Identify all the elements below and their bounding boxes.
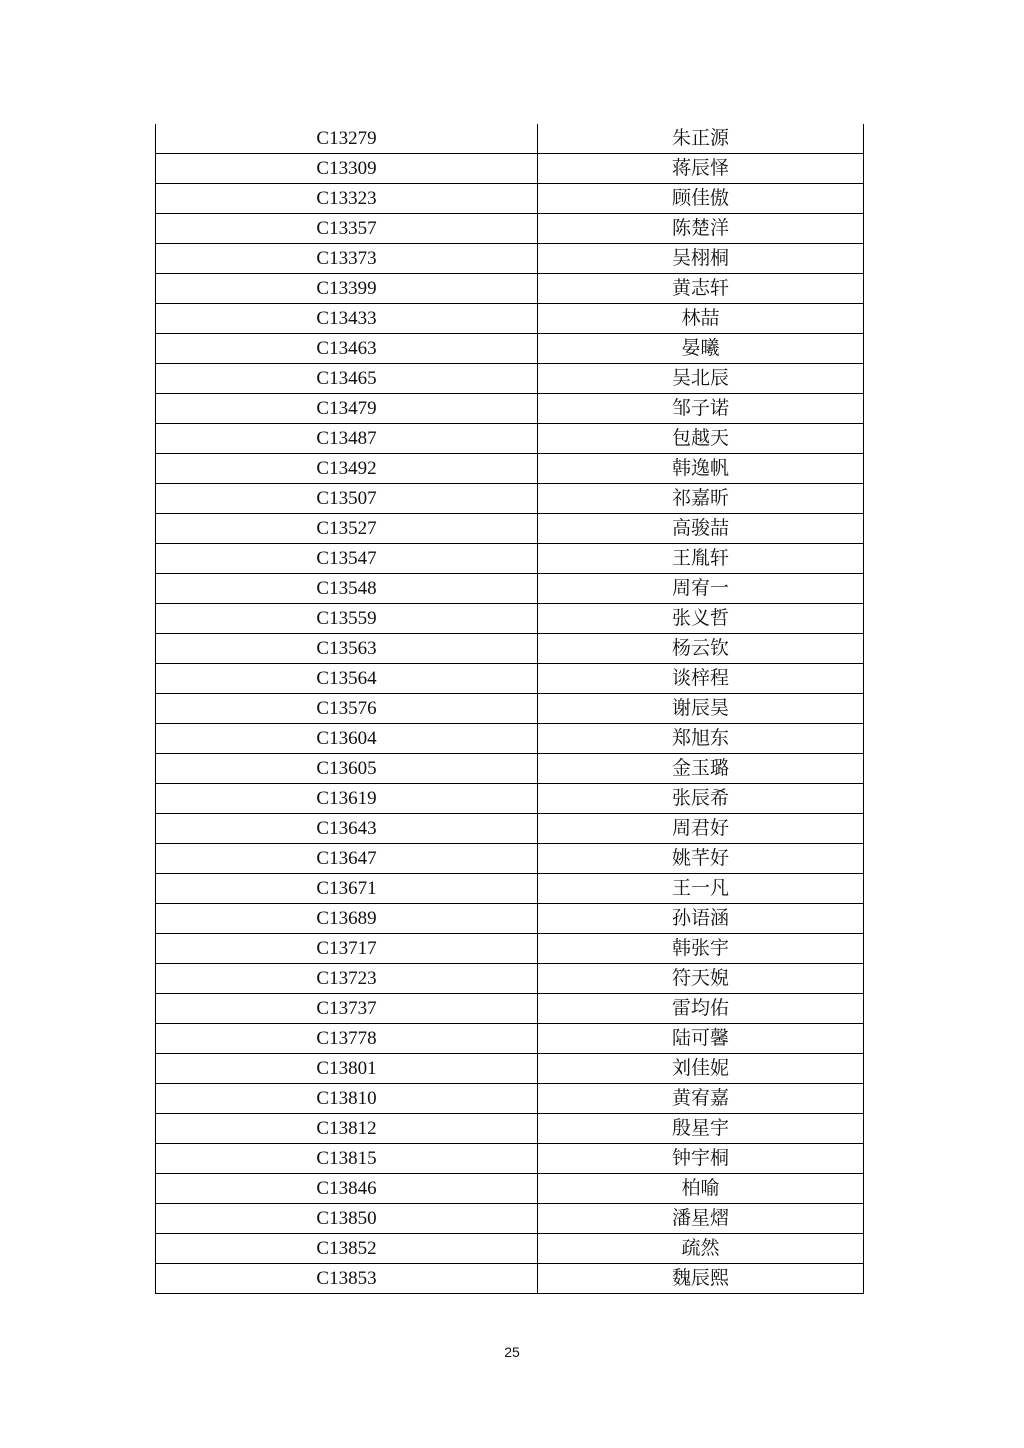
table-row (156, 1024, 864, 1054)
candidate-name-cell: 柏喻 (538, 1174, 864, 1204)
candidate-id-cell: C13812 (156, 1114, 538, 1144)
candidate-name-cell: 韩张宇 (538, 934, 864, 964)
table-row (156, 334, 864, 364)
candidate-name-cell: 金玉璐 (538, 754, 864, 784)
candidate-id-cell: C13309 (156, 154, 538, 184)
table-row (156, 784, 864, 814)
roster-table (155, 124, 864, 1294)
table-row (156, 1174, 864, 1204)
table-row (156, 454, 864, 484)
candidate-id-cell: C13647 (156, 844, 538, 874)
table-row (156, 304, 864, 334)
table-row (156, 274, 864, 304)
table-row (156, 154, 864, 184)
candidate-id-cell: C13619 (156, 784, 538, 814)
candidate-id-cell: C13548 (156, 574, 538, 604)
table-row (156, 1234, 864, 1264)
roster-table-body (156, 124, 864, 1294)
candidate-id-cell: C13671 (156, 874, 538, 904)
candidate-id-cell: C13465 (156, 364, 538, 394)
candidate-id-cell: C13373 (156, 244, 538, 274)
candidate-name-cell: 黄志轩 (538, 274, 864, 304)
table-row (156, 754, 864, 784)
table-row (156, 244, 864, 274)
candidate-id-cell: C13850 (156, 1204, 538, 1234)
candidate-name-cell: 陆可馨 (538, 1024, 864, 1054)
candidate-id-cell: C13563 (156, 634, 538, 664)
table-row (156, 574, 864, 604)
page-number: 25 (504, 1344, 520, 1360)
candidate-name-cell: 朱正源 (538, 124, 864, 154)
candidate-id-cell: C13323 (156, 184, 538, 214)
candidate-name-cell: 刘佳妮 (538, 1054, 864, 1084)
table-row (156, 844, 864, 874)
candidate-name-cell: 郑旭东 (538, 724, 864, 754)
table-row (156, 394, 864, 424)
candidate-name-cell: 疏然 (538, 1234, 864, 1264)
table-row (156, 424, 864, 454)
table-row (156, 904, 864, 934)
candidate-id-cell: C13479 (156, 394, 538, 424)
table-row (156, 364, 864, 394)
candidate-id-cell: C13507 (156, 484, 538, 514)
candidate-name-cell: 蒋辰怿 (538, 154, 864, 184)
candidate-name-cell: 谢辰昊 (538, 694, 864, 724)
table-row (156, 544, 864, 574)
table-row (156, 1114, 864, 1144)
table-row (156, 184, 864, 214)
table-row (156, 964, 864, 994)
candidate-name-cell: 周宥一 (538, 574, 864, 604)
candidate-name-cell: 高骏喆 (538, 514, 864, 544)
candidate-name-cell: 殷星宇 (538, 1114, 864, 1144)
candidate-id-cell: C13643 (156, 814, 538, 844)
candidate-name-cell: 符天婗 (538, 964, 864, 994)
candidate-name-cell: 钟宇桐 (538, 1144, 864, 1174)
candidate-name-cell: 周君好 (538, 814, 864, 844)
candidate-id-cell: C13778 (156, 1024, 538, 1054)
candidate-id-cell: C13852 (156, 1234, 538, 1264)
candidate-name-cell: 张辰希 (538, 784, 864, 814)
table-row (156, 694, 864, 724)
table-row (156, 994, 864, 1024)
candidate-id-cell: C13279 (156, 124, 538, 154)
candidate-id-cell: C13487 (156, 424, 538, 454)
candidate-name-cell: 晏曦 (538, 334, 864, 364)
candidate-id-cell: C13810 (156, 1084, 538, 1114)
table-row (156, 664, 864, 694)
candidate-name-cell: 祁嘉昕 (538, 484, 864, 514)
candidate-name-cell: 邹子诺 (538, 394, 864, 424)
candidate-name-cell: 张义哲 (538, 604, 864, 634)
candidate-id-cell: C13547 (156, 544, 538, 574)
table-row (156, 604, 864, 634)
candidate-name-cell: 陈楚洋 (538, 214, 864, 244)
candidate-id-cell: C13492 (156, 454, 538, 484)
candidate-name-cell: 杨云钦 (538, 634, 864, 664)
candidate-name-cell: 林喆 (538, 304, 864, 334)
candidate-id-cell: C13723 (156, 964, 538, 994)
table-row (156, 814, 864, 844)
candidate-name-cell: 谈梓程 (538, 664, 864, 694)
candidate-name-cell: 姚芊好 (538, 844, 864, 874)
candidate-name-cell: 潘星熠 (538, 1204, 864, 1234)
table-row (156, 1084, 864, 1114)
table-row (156, 724, 864, 754)
table-row (156, 1264, 864, 1294)
candidate-id-cell: C13463 (156, 334, 538, 364)
candidate-name-cell: 包越天 (538, 424, 864, 454)
table-row (156, 124, 864, 154)
candidate-id-cell: C13399 (156, 274, 538, 304)
candidate-name-cell: 吴栩桐 (538, 244, 864, 274)
candidate-name-cell: 王一凡 (538, 874, 864, 904)
candidate-name-cell: 魏辰熙 (538, 1264, 864, 1294)
candidate-id-cell: C13604 (156, 724, 538, 754)
candidate-id-cell: C13737 (156, 994, 538, 1024)
candidate-name-cell: 雷均佑 (538, 994, 864, 1024)
candidate-id-cell: C13357 (156, 214, 538, 244)
candidate-name-cell: 黄宥嘉 (538, 1084, 864, 1114)
candidate-name-cell: 孙语涵 (538, 904, 864, 934)
table-row (156, 214, 864, 244)
table-row (156, 934, 864, 964)
table-row (156, 1204, 864, 1234)
candidate-id-cell: C13846 (156, 1174, 538, 1204)
candidate-id-cell: C13527 (156, 514, 538, 544)
candidate-name-cell: 顾佳傲 (538, 184, 864, 214)
candidate-id-cell: C13853 (156, 1264, 538, 1294)
table-row (156, 634, 864, 664)
candidate-id-cell: C13717 (156, 934, 538, 964)
candidate-name-cell: 吴北辰 (538, 364, 864, 394)
candidate-id-cell: C13559 (156, 604, 538, 634)
candidate-name-cell: 韩逸帆 (538, 454, 864, 484)
candidate-id-cell: C13689 (156, 904, 538, 934)
table-row (156, 874, 864, 904)
candidate-id-cell: C13815 (156, 1144, 538, 1174)
table-row (156, 1054, 864, 1084)
table-row (156, 484, 864, 514)
candidate-name-cell: 王胤轩 (538, 544, 864, 574)
candidate-id-cell: C13605 (156, 754, 538, 784)
candidate-id-cell: C13576 (156, 694, 538, 724)
candidate-id-cell: C13564 (156, 664, 538, 694)
candidate-id-cell: C13433 (156, 304, 538, 334)
table-row (156, 514, 864, 544)
candidate-id-cell: C13801 (156, 1054, 538, 1084)
table-row (156, 1144, 864, 1174)
